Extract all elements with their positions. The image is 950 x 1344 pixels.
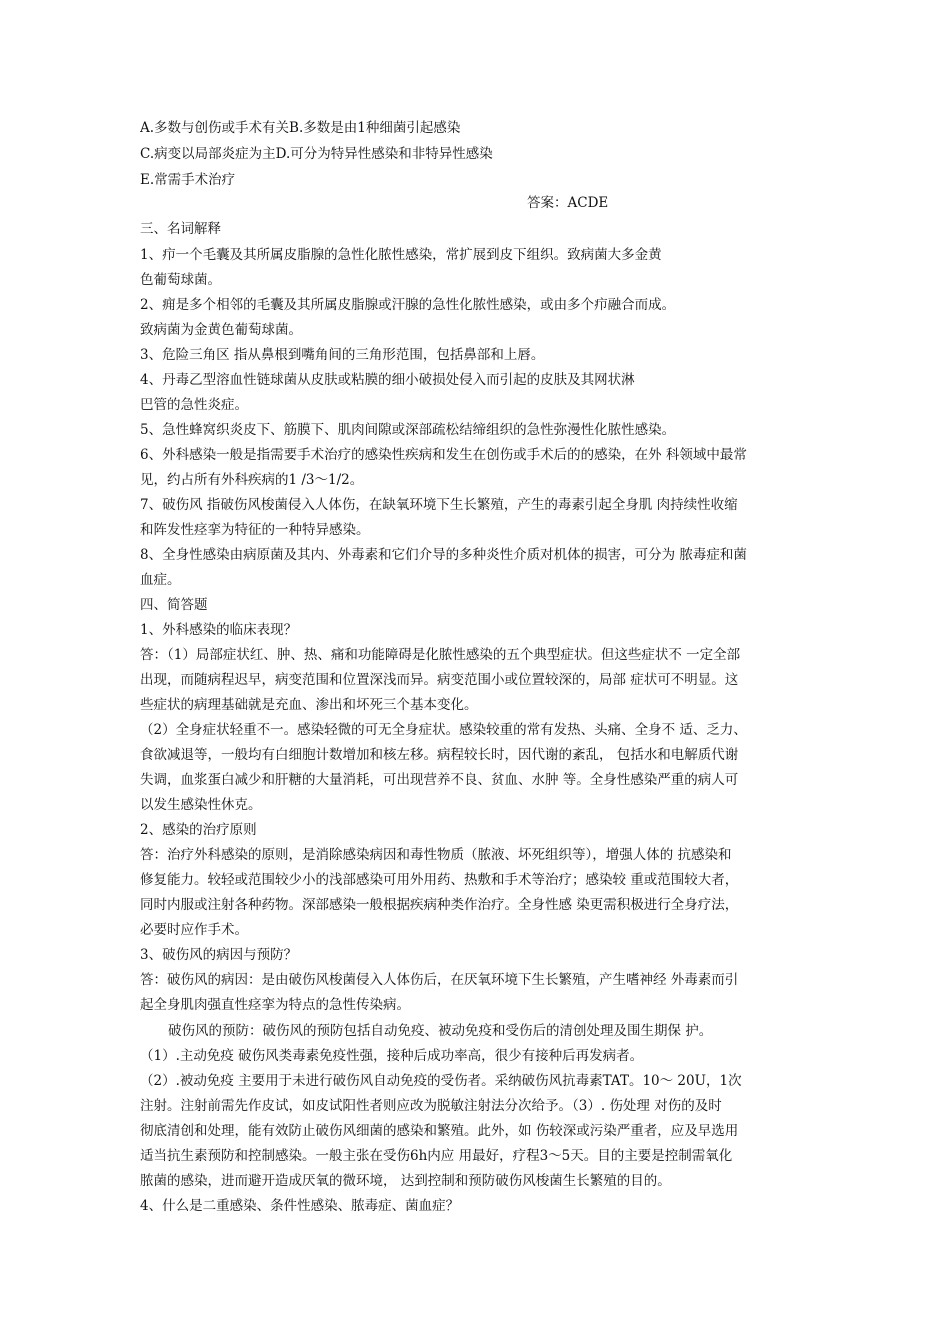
text-line: 些症状的病理基础就是充血、渗出和坏死三个基本变化。 xyxy=(140,697,478,713)
text-line: 8、全身性感染由病原菌及其内、外毒素和它们介导的多种炎性介质对机体的损害，可分为 脓毒症和菌 xyxy=(140,547,747,563)
text-line: 色葡萄球菌。 xyxy=(140,272,221,288)
text-line: （1）.主动免疫 破伤风类毒素免疫性强，接种后成功率高，很少有接种后再发病者。 xyxy=(140,1048,644,1064)
text-line: 失调，血浆蛋白减少和肝糖的大量消耗，可出现营养不良、贫血、水肿 等。全身性感染严重的病人可 xyxy=(140,772,739,788)
text-line: 以发生感染性休克。 xyxy=(140,797,262,813)
text-line: 破伤风的预防：破伤风的预防包括自动免疫、被动免疫和受伤后的清创处理及围生期保 护。 xyxy=(168,1023,713,1039)
text-line: 答：（1）局部症状红、肿、热、痛和功能障碍是化脓性感染的五个典型症状。但这些症状不 一定全部 xyxy=(140,647,741,663)
text-line: 答：破伤风的病因：是由破伤风梭菌侵入人体伤后，在厌氧环境下生长繁殖，产生嗜神经 外毒素而引 xyxy=(140,972,739,988)
text-line: 脓菌的感染，进而避开造成厌氧的微环境， 达到控制和预防破伤风梭菌生长繁殖的目的。 xyxy=(140,1173,671,1189)
text-line: 起全身肌肉强直性痉挛为特点的急性传染病。 xyxy=(140,997,410,1013)
text-line: 适当抗生素预防和控制感染。一般主张在受伤6h内应 用最好，疗程3〜5天。目的主要是控制需氧化 xyxy=(140,1148,733,1164)
text-line: 同时内服或注射各种药物。深部感染一般根据疾病种类作治疗。全身性感 染更需积极进行全身疗法， xyxy=(140,897,739,913)
text-line: （2）全身症状轻重不一。感染轻微的可无全身症状。感染较重的常有发热、头痛、全身不 适、乏力、 xyxy=(140,722,747,738)
answer-line: 答案：ACDE xyxy=(527,195,609,211)
section-heading-terms: 三、名词解释 xyxy=(140,221,221,237)
text-line: 和阵发性痉挛为特征的一种特异感染。 xyxy=(140,522,370,538)
option-line-e: E.常需手术治疗 xyxy=(140,172,236,188)
text-line: 出现，而随病程迟早，病变范围和位置深浅而异。病变范围小或位置较深的，局部 症状可不明显。这 xyxy=(140,672,739,688)
text-line: 3、危险三角区 指从鼻根到嘴角间的三角形范围，包括鼻部和上唇。 xyxy=(140,347,545,363)
question-heading: 3、破伤风的病因与预防？ xyxy=(140,947,298,963)
text-line: 致病菌为金黄色葡萄球菌。 xyxy=(140,322,302,338)
text-line: 7、破伤风 指破伤风梭菌侵入人体伤，在缺氧环境下生长繁殖，产生的毒素引起全身肌 肉持续性收缩 xyxy=(140,497,738,513)
text-line: 2、痈是多个相邻的毛囊及其所属皮脂腺或汗腺的急性化脓性感染，或由多个疖融合而成。 xyxy=(140,297,676,313)
text-line: 巴管的急性炎症。 xyxy=(140,397,248,413)
text-line: 彻底清创和处理，能有效防止破伤风细菌的感染和繁殖。此外，如 伤较深或污染严重者，应及早选用 xyxy=(140,1123,739,1139)
section-heading-short-answer: 四、简答题 xyxy=(140,597,208,613)
text-line: 答：治疗外科感染的原则，是消除感染病因和毒性物质（脓液、坏死组织等），增强人体的 抗感染和 xyxy=(140,847,732,863)
text-line: 食欲减退等，一般均有白细胞计数增加和核左移。病程较长时，因代谢的紊乱， 包括水和电解质代谢 xyxy=(140,747,739,763)
question-heading: 4、什么是二重感染、条件性感染、脓毒症、菌血症？ xyxy=(140,1198,460,1214)
text-line: 必要时应作手术。 xyxy=(140,922,248,938)
text-line: 修复能力。较轻或范围较少小的浅部感染可用外用药、热敷和手术等治疗；感染较 重或范围较大者， xyxy=(140,872,739,888)
question-heading: 1、外科感染的临床表现？ xyxy=(140,622,298,638)
text-line: 见，约占所有外科疾病的1 /3〜1/2。 xyxy=(140,472,364,488)
text-line: （2）.被动免疫 主要用于未进行破伤风自动免疫的受伤者。采纳破伤风抗毒素TAT。10〜 20U，1次 xyxy=(140,1073,742,1089)
text-line: 6、外科感染一般是指需要手术治疗的感染性疾病和发生在创伤或手术后的的感染，在外 科领域中最常 xyxy=(140,447,747,463)
question-heading: 2、感染的治疗原则 xyxy=(140,822,257,838)
option-line-ab: A.多数与创伤或手术有关B.多数是由1种细菌引起感染 xyxy=(140,120,461,136)
text-line: 1、疖一个毛囊及其所属皮脂腺的急性化脓性感染，常扩展到皮下组织。致病菌大多金黄 xyxy=(140,247,662,263)
option-line-cd: C.病变以局部炎症为主D.可分为特异性感染和非特异性感染 xyxy=(140,146,493,162)
text-line: 4、丹毒乙型溶血性链球菌从皮肤或粘膜的细小破损处侵入而引起的皮肤及其网状淋 xyxy=(140,372,635,388)
text-line: 注射。注射前需先作皮试，如皮试阳性者则应改为脱敏注射法分次给予。（3）. 伤处理 对伤的及时 xyxy=(140,1098,722,1114)
text-line: 5、急性蜂窝织炎皮下、筋膜下、肌肉间隙或深部疏松结缔组织的急性弥漫性化脓性感染。 xyxy=(140,422,676,438)
text-line: 血症。 xyxy=(140,572,181,588)
